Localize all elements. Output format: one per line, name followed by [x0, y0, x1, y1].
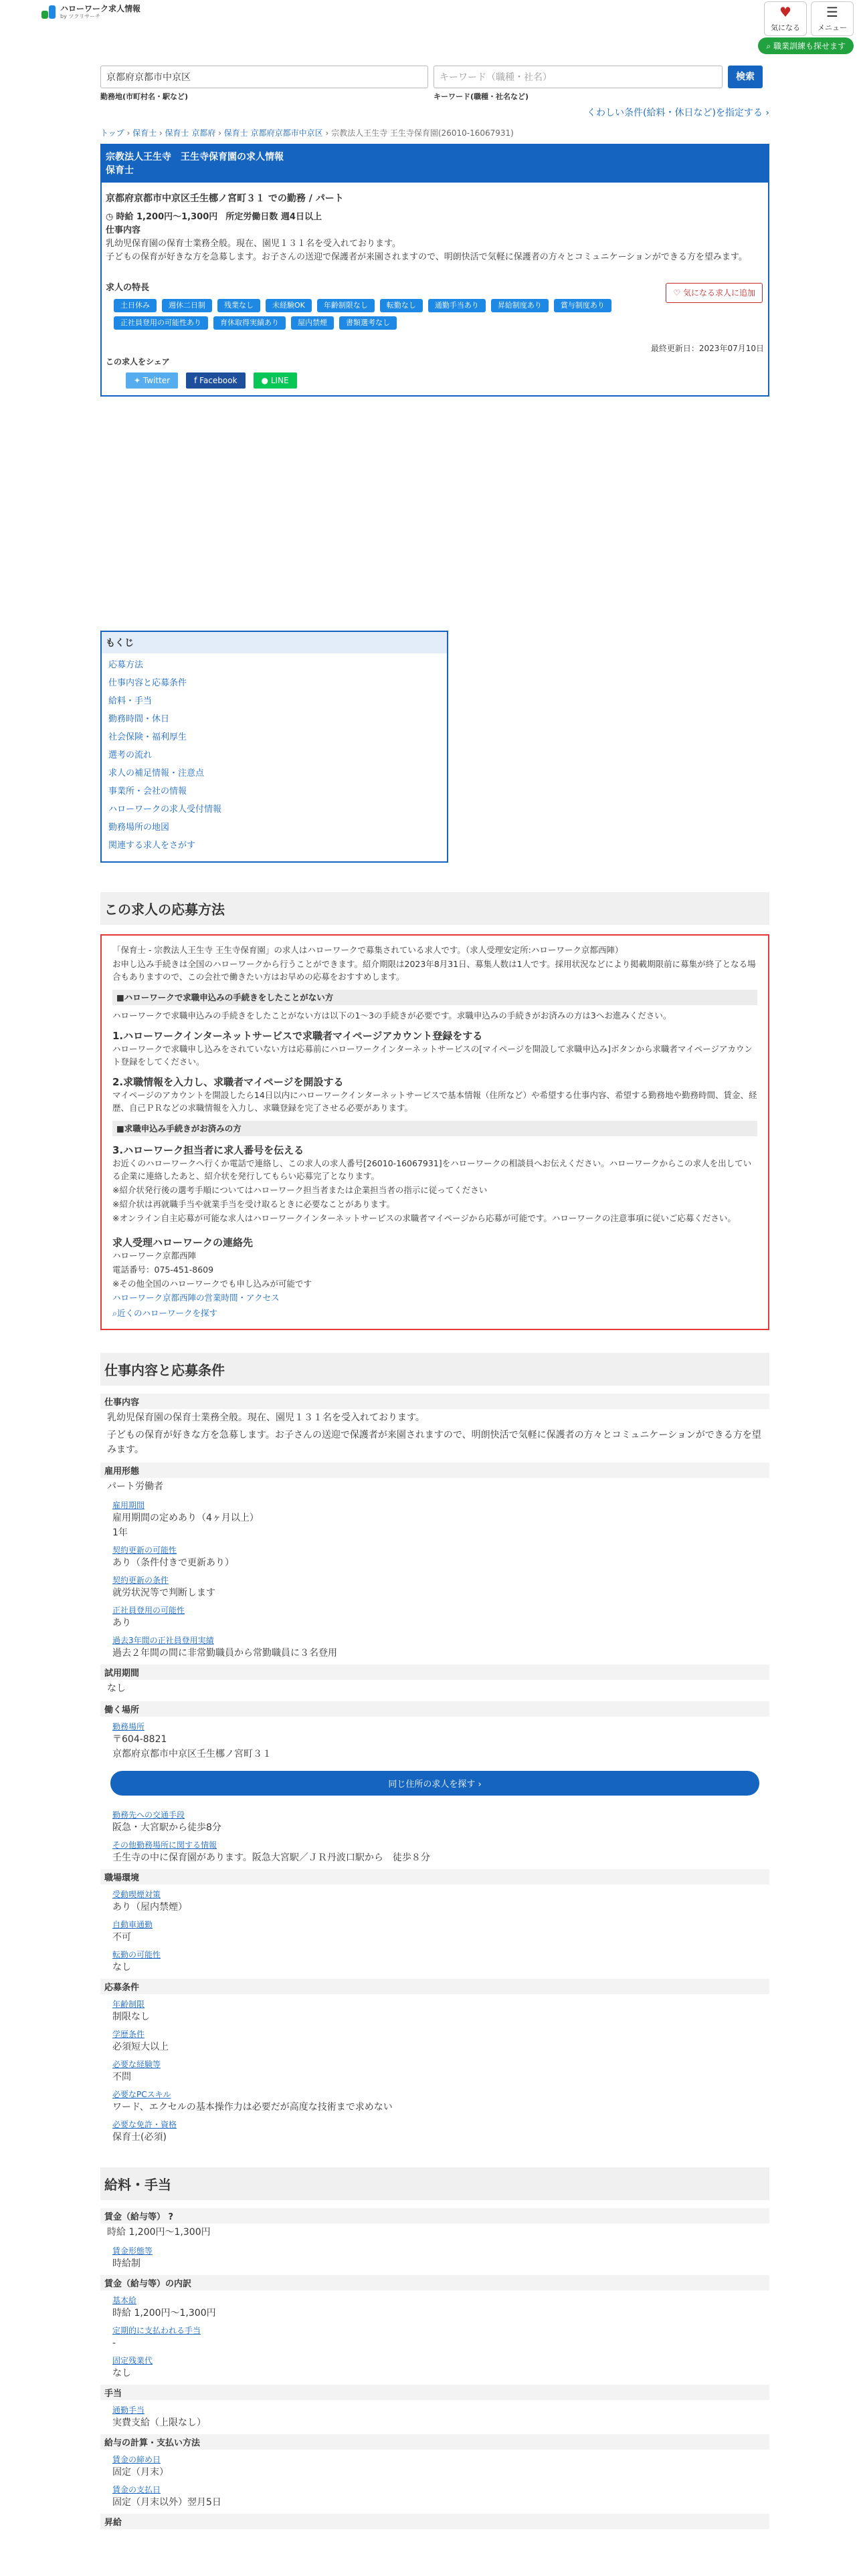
apply-note: ※紹介状は再就職手当や就業手当を受け取るときに必要なことがあります。: [112, 1199, 395, 1209]
logo-title: ハローワーク求人情報: [60, 4, 141, 13]
toc-item[interactable]: 給料・手当: [108, 696, 153, 706]
facebook-label: Facebook: [199, 376, 237, 385]
logo-subtitle: by ツクリサーチ: [60, 13, 101, 19]
subfield-value: 不問: [112, 2072, 131, 2082]
toc-item[interactable]: 事業所・会社の情報: [108, 786, 187, 796]
wage-list: [100, 2208, 769, 2529]
site-logo[interactable]: [41, 4, 140, 20]
subfield-label: 勤務先への交通手段: [112, 1810, 185, 1820]
toc-title: もくじ: [102, 632, 447, 653]
twitter-icon: ✦: [134, 376, 143, 385]
apply-intro-2: お申し込み手続きは全国のハローワークから行うことができます。紹介期限は2023年8月31日、募集人数は1人です。採用状況などにより掲載期限前に募集が終了となる場合もありますので、この会社で働きたい方はお早めの応募をおすすめします。: [112, 959, 756, 982]
wage-label: 賃金（給与等）: [104, 2212, 166, 2222]
section-title-conditions: 仕事内容と応募条件: [100, 1353, 769, 1386]
twitter-label: Twitter: [142, 376, 171, 385]
subfield-value: 過去２年間の間に非常勤職員から常勤職員に３名登用: [112, 1648, 337, 1658]
breadcrumb-item[interactable]: 保育士: [132, 128, 157, 138]
feature-tag[interactable]: 転勤なし: [380, 299, 423, 312]
field-label: 手当: [100, 2385, 769, 2400]
company-name: 宗教法人王生寺 王生寺保育園の求人情報: [106, 152, 284, 163]
keyword-input[interactable]: キーワード（職種・社名）: [434, 66, 723, 88]
keyword-label: キーワード(職種・社名など): [434, 92, 529, 101]
subfield-label: 必要なPCスキル: [112, 2090, 171, 2099]
facebook-share-button[interactable]: [186, 372, 245, 389]
field-label: 応募条件: [100, 1979, 769, 1994]
add-favorite-label: 気になる求人に追加: [682, 288, 755, 298]
subfield-label: 年齢制限: [112, 2000, 145, 2009]
field-value: なし: [107, 1683, 126, 1694]
table-of-contents: [100, 631, 448, 863]
subfield-value: -: [112, 2338, 116, 2349]
apply-step-3: 3.ハローワーク担当者に求人番号を伝える: [112, 1144, 304, 1156]
section-title-apply: この求人の応募方法: [100, 892, 769, 925]
chevron-right-icon: ›: [478, 1780, 482, 1790]
feature-tag[interactable]: 残業なし: [217, 299, 260, 312]
subfield-value: 時給 1,200円〜1,300円: [112, 2308, 216, 2319]
subfield-label: 契約更新の条件: [112, 1576, 169, 1585]
feature-tag[interactable]: 昇給制度あり: [491, 299, 549, 312]
field-label: [100, 2208, 769, 2224]
apply-instructions: [100, 934, 769, 1330]
feature-tag[interactable]: 育休取得実績あり: [213, 316, 286, 330]
subfield-value: なし: [112, 2368, 131, 2379]
subfield-value: 阪急・大宮駅から徒歩8分: [112, 1822, 221, 1833]
subfield-value: 実費支給（上限なし）: [112, 2418, 206, 2428]
toc-item[interactable]: 応募方法: [108, 660, 144, 670]
apply-text: ハローワークで求職申込みの手続きをしたことがない方は以下の1〜3の手続きが必要です。求職申込みの手続きがお済みの方は3へお進みください。: [112, 1010, 672, 1021]
feature-tag[interactable]: 書類選考なし: [339, 316, 397, 330]
apply-text: マイページのアカウントを開設したら14日以内にハローワークインターネットサービスで基本情報（住所など）や希望する仕事内容、希望する勤務地や勤務時間、賃金、経歴、自己ＰＲなどの求職情報を入力し、求職登録を完了させる必要があります。: [112, 1090, 757, 1113]
subfield-value: 制限なし: [112, 2012, 150, 2022]
apply-intro: 「保育士 - 宗教法人王生寺 王生寺保育園」の求人はハローワークで募集されている求人です。（求人受理安定所:ハローワーク京都西陣）: [112, 945, 624, 955]
subfield-label: 学歴条件: [112, 2030, 145, 2039]
apply-note: ※紹介状発行後の選考手順についてはハローワーク担当者または企業担当者の指示に従ってください: [112, 1185, 488, 1195]
subfield-label: 転勤の可能性: [112, 1950, 161, 1959]
toc-item[interactable]: 勤務場所の地図: [108, 823, 170, 833]
field-label: 給与の計算・支払い方法: [100, 2434, 769, 2450]
office-title: 求人受理ハローワークの連絡先: [112, 1237, 254, 1249]
feature-tag[interactable]: 賞与制度あり: [554, 299, 611, 312]
field-label: 職場環境: [100, 1869, 769, 1885]
search-icon: ⌕: [112, 1308, 118, 1318]
subfield-value: 必須短大以上: [112, 2042, 169, 2052]
office-access-link[interactable]: ハローワーク京都西陣の営業時間・アクセス: [112, 1293, 280, 1303]
feature-tag[interactable]: 週休二日制: [162, 299, 212, 312]
section-title-wage: 給料・手当: [100, 2167, 769, 2200]
facebook-icon: f: [194, 376, 200, 385]
subfield-label: その他勤務場所に関する情報: [112, 1840, 217, 1850]
job-summary-card: [100, 144, 769, 397]
location-input[interactable]: 京都府京都市中京区: [100, 66, 428, 88]
feature-tag[interactable]: 土日休み: [114, 299, 157, 312]
subfield-value: 壬生寺の中に保育園があります。阪急大宮駅／ＪＲ丹波口駅から 徒歩８分: [112, 1852, 430, 1863]
subfield-label: 受動喫煙対策: [112, 1890, 161, 1899]
search-bar: [100, 66, 769, 88]
help-icon[interactable]: ?: [168, 2212, 174, 2222]
subfield-label: 固定残業代: [112, 2356, 153, 2365]
chevron-right-icon: ›: [765, 108, 769, 118]
subfield-value: 時給制: [112, 2258, 140, 2269]
updated-date: 最終更新日：2023年07月10日: [650, 344, 764, 353]
field-label: 働く場所: [100, 1701, 769, 1717]
feature-tag[interactable]: 年齢制限なし: [317, 299, 375, 312]
breadcrumb: トップ › 保育士 › 保育士 京都府 › 保育士 京都府京都市中京区 › 宗教法人王生寺 王生寺保育園(26010-16067931): [100, 128, 514, 138]
same-address-jobs-button[interactable]: [110, 1771, 759, 1796]
detail-conditions-label: くわしい条件(給料・休日など)を指定する: [587, 108, 763, 118]
field-label: 雇用形態: [100, 1463, 769, 1478]
subfield-label: 契約更新の可能性: [112, 1545, 177, 1555]
heart-outline-icon: ♡: [673, 288, 681, 298]
share-buttons: [126, 372, 764, 389]
toc-item[interactable]: 社会保険・福利厚生: [108, 732, 187, 742]
subfield-value: 保育士(必須): [112, 2132, 167, 2143]
add-favorite-button[interactable]: [666, 283, 763, 303]
job-title: 保育士: [106, 165, 134, 176]
subfield-label: 必要な経験等: [112, 2060, 161, 2069]
subfield-label: 必要な免許・資格: [112, 2120, 177, 2129]
near-office-link[interactable]: [112, 1307, 757, 1319]
subfield-value: 雇用期間の定めあり（4ヶ月以上）: [112, 1513, 259, 1523]
apply-note: ※オンライン自主応募が可能な求人はハローワークインターネットサービスの求職者マイページから応募が可能です。ハローワークの注意事項に従いご応募ください。: [112, 1213, 736, 1223]
subfield-label: 定期的に支払われる手当: [112, 2326, 201, 2335]
apply-step-2: 2.求職情報を入力し、求職者マイページを開設する: [112, 1076, 344, 1088]
favorites-label: 気になる: [771, 23, 800, 32]
toc-item[interactable]: 求人の補足情報・注意点: [108, 768, 205, 778]
breadcrumb-item[interactable]: 保育士 京都府京都市中京区: [223, 128, 323, 138]
feature-tags: [114, 299, 702, 330]
content-text: 乳幼児保育園の保育士業務全般。現在、園児１３１名を受入れております。: [106, 239, 401, 249]
breadcrumb-current: 宗教法人王生寺 王生寺保育園(26010-16067931): [331, 128, 514, 138]
apply-text: お近くのハローワークへ行くか電話で連絡し、この求人の求人番号[26010-16067931]をハローワークの相談員へお伝えください。ハローワークからこの求人を出している企業に連絡したあと、紹介状を発行してもらい応募完了となります。: [112, 1158, 752, 1181]
job-headline: 京都府京都市中京区壬生梛ノ宮町３１ での勤務 / パート: [106, 193, 344, 204]
search-icon: ⌕: [766, 41, 771, 51]
toc-item[interactable]: 関連する求人をさがす: [108, 841, 196, 851]
subfield-label: 通勤手当: [112, 2405, 145, 2415]
hamburger-icon: ☰: [826, 4, 838, 20]
subfield-value: あり（屋内禁煙）: [112, 1902, 187, 1913]
training-search-button[interactable]: [758, 37, 854, 54]
feature-tag[interactable]: 未経験OK: [266, 299, 312, 312]
breadcrumb-item[interactable]: トップ: [100, 128, 124, 138]
tags-label: 求人の特長: [106, 283, 150, 293]
office-note: ※その他全国のハローワークでも申し込みが可能です: [112, 1279, 312, 1289]
conditions-list: [100, 1394, 769, 2145]
subfield-label: 賃金の締め日: [112, 2455, 161, 2464]
subfield-value: 固定（月末）: [112, 2467, 169, 2478]
subfield-label: 自動車通勤: [112, 1920, 153, 1929]
subfield-value: 固定（月末以外）翌月5日: [112, 2497, 221, 2508]
subfield-value: なし: [112, 1962, 131, 1973]
training-label: 職業訓練も探せます: [773, 41, 846, 51]
workdays-text: 所定労働日数 週4日以上: [225, 212, 322, 222]
search-button[interactable]: 検索: [728, 66, 763, 88]
content-text: 子どもの保育が好きな方を急募します。お子さんの送迎で保護者が来園されますので、明朗快活で気軽に保護者の方々とコミュニケーションができる方を望みます。: [106, 252, 747, 262]
field-label: 賃金（給与等）の内訳: [100, 2275, 769, 2290]
subfield-label: 過去3年間の正社員登用実績: [112, 1636, 214, 1645]
field-value: パート労働者: [107, 1481, 163, 1492]
wage-text: 時給 1,200円〜1,300円: [116, 212, 218, 222]
share-label: この求人をシェア: [106, 357, 170, 366]
apply-subheading: ■ハローワークで求職申込みの手続きをしたことがない方: [112, 990, 757, 1005]
subfield-value: あり（条件付きで更新あり）: [112, 1558, 234, 1568]
feature-tag[interactable]: 通勤手当あり: [428, 299, 486, 312]
menu-label: メニュー: [818, 23, 847, 32]
field-value: 時給 1,200円〜1,300円: [107, 2227, 211, 2238]
subfield-label: 雇用期間: [112, 1501, 145, 1510]
clock-icon: ◷: [106, 212, 114, 222]
subfield-value: 〒604-8821: [112, 1734, 167, 1745]
toc-item[interactable]: 仕事内容と応募条件: [108, 678, 187, 688]
detail-conditions-link[interactable]: [100, 106, 769, 119]
field-value: 子どもの保育が好きな方を急募します。お子さんの送迎で保護者が来園されますので、明朗快活で気軽に保護者の方々とコミュニケーションができる方を望みます。: [107, 1430, 761, 1455]
subfield-label: 勤務場所: [112, 1722, 145, 1731]
content-label: 仕事内容: [106, 225, 141, 235]
field-label: 試用期間: [100, 1665, 769, 1680]
toc-item[interactable]: 勤務時間・休日: [108, 714, 170, 724]
same-address-label: 同じ住所の求人を探す: [388, 1780, 476, 1790]
subfield-value: 就労状況等で判断します: [112, 1588, 215, 1598]
breadcrumb-item[interactable]: 保育士 京都府: [165, 128, 216, 138]
office-name: ハローワーク京都西陣: [112, 1251, 197, 1261]
office-tel: 電話番号：075-451-8609: [112, 1265, 214, 1275]
location-label: 勤務地(市町村名・駅など): [100, 92, 189, 101]
subfield-value: あり: [112, 1618, 131, 1628]
field-value: 乳幼児保育園の保育士業務全般。現在、園児１３１名を受入れております。: [107, 1412, 425, 1423]
apply-step-1: 1.ハローワークインターネットサービスで求職者マイページアカウント登録をする: [112, 1030, 483, 1042]
feature-tag[interactable]: 正社員登用の可能性あり: [114, 316, 208, 330]
line-label: LINE: [270, 376, 289, 385]
field-label: 仕事内容: [100, 1394, 769, 1409]
line-share-button[interactable]: [254, 372, 297, 389]
subfield-value: ワード、エクセルの基本操作力は必要だが高度な技術まで求めない: [112, 2102, 393, 2113]
favorites-button[interactable]: [764, 1, 807, 36]
line-icon: ●: [261, 376, 271, 385]
subfield-value: 京都府京都市中京区壬生梛ノ宮町３１: [112, 1749, 272, 1759]
subfield-label: 基本給: [112, 2296, 137, 2305]
menu-button[interactable]: [811, 1, 854, 36]
subfield-value: 不可: [112, 1932, 131, 1943]
job-card-header: [102, 145, 768, 183]
field-label: 昇給: [100, 2514, 769, 2529]
toc-item[interactable]: ハローワークの求人受付情報: [108, 804, 222, 815]
subfield-label: 賃金の支払日: [112, 2485, 161, 2494]
feature-tag[interactable]: 屋内禁煙: [291, 316, 334, 330]
near-office-label: 近くのハローワークを探す: [117, 1308, 218, 1318]
logo-icon: [41, 4, 58, 20]
apply-text: ハローワークで求職申し込みをされていない方は応募前にハローワークインターネットサービスの[マイページを開設して求職申込み]ボタンから求職者マイページアカウント登録をしてください。: [112, 1044, 753, 1067]
apply-subheading: ■求職申込み手続きがお済みの方: [112, 1121, 757, 1136]
twitter-share-button[interactable]: [126, 372, 178, 389]
subfield-value: 1年: [112, 1527, 128, 1538]
subfield-label: 正社員登用の可能性: [112, 1606, 185, 1615]
subfield-label: 賃金形態等: [112, 2246, 153, 2256]
heart-icon: ♥: [779, 4, 791, 20]
toc-item[interactable]: 選考の流れ: [108, 750, 153, 760]
site-header: [0, 0, 859, 60]
